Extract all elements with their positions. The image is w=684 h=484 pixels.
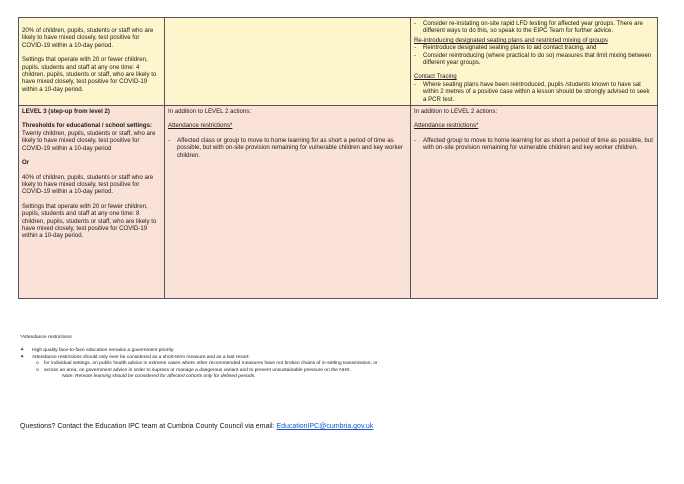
or-label: Or [22,159,30,167]
threshold-paragraph: Twenty children, pupils, students or staff, who are likely to have mixed closely, test positive for COVID-19 within a 10-day period [22,129,156,152]
email-link[interactable]: EducationIPC@cumbria.gov.uk [276,423,374,430]
footer-text: Questions? Contact the Education IPC team at Cumbria County Council via email: [20,423,277,430]
list-item: - Consider reintroducing (where practical to do so) measures that limit mixing between different year groups. [414,51,652,67]
circle-bullet-icon: o [36,367,39,373]
level3-actions-cell [165,106,411,299]
level2-secondary-actions-cell [411,18,658,106]
threshold-paragraph: 40% of children, pupils, students or staff who are likely to have mixed closely, test positive for COVID-19 within a 10-day period. [22,173,154,196]
circle-bullet-icon: o [36,361,39,367]
list-item: - Where seating plans have been reintroduced, pupils /students known to have sat within 2 metres of a positive case within a lesson should be strongly advised to seek a PCR test. [414,80,650,103]
attendance-notes [20,335,660,380]
list-item: - Reintroduce designated seating plans to aid contact tracing, and [414,44,597,52]
note-item: ✦ Attendance restrictions should only ever be considered as a short-term measure and as a last resort: [20,354,250,360]
list-item: - Consider re-instating on-site rapid LFD testing for affected year groups. There are different ways to do this, so speak to the EIPC Team for further advice. [414,20,643,35]
level3-secondary-actions-cell [411,106,658,299]
attendance-heading: Attendance restrictions* [414,122,479,130]
section-heading-seating: Re-introducing designated seating plans and restricted mixing of groups [414,36,608,44]
thresholds-heading: Thresholds for educational / school settings: [22,122,153,130]
level3-row [19,106,658,299]
actions-intro: In addition to LEVEL 2 actions: [414,108,498,116]
notes-title: *Attendance restrictions [20,335,72,340]
level3-thresholds-cell [19,106,165,299]
threshold-paragraph: Settings that operate with 20 or fewer children, pupils, students and staff at any one time: 8 children, pupils, students or staff, who are likely to have mixed closely, test positive for COVID-19 within a 10-day period. [22,202,157,240]
level2-actions-cell [165,18,411,106]
level2-thresholds-cell [19,18,165,106]
threshold-paragraph: 20% of children, pupils, students or staff who are likely to have mixed closely, test positive for COVID-19 within a 10-day period. [22,27,154,49]
contact-footer [20,423,373,430]
guidance-table [18,17,658,299]
list-item: - Affected group to move to home learning for as short a period of time as possible, but with on-site provision remaining for vulnerable children and key worker children. [414,136,653,152]
note-item: ✦ High quality face-to-face education remains a government priority. [20,348,175,354]
note-subitem: o for individual settings, on public health advice in extreme cases where other recommended measures have not broken chains of in-setting transmission; or [36,361,378,367]
arrow-bullet-icon: ✦ [20,348,25,354]
attendance-heading: Attendance restrictions* [168,122,233,130]
level-title: LEVEL 3 (step-up from level 2) [22,108,110,116]
level2-row [19,18,658,106]
actions-intro: In addition to LEVEL 2 actions: [168,108,252,116]
remote-learning-note: Note: Remote learning should be considered for affected cohorts only for defined periods. [62,374,256,380]
note-subitem: o across an area, on government advice in order to supress or manage a dangerous variant and to prevent unsustainable pressure on the NHS. [36,367,351,373]
list-item: - Affected class or group to move to home learning for as short a period of time as possible, but with on-site provision remaining for vulnerable children and key worker children. [168,136,403,159]
threshold-paragraph: Settings that operate with 20 or fewer children, pupils, students and staff at any one time: 4 children, pupils, students or staff, who are likely to have mixed closely, test positive for COVID-19 within a 10-day period. [22,56,157,93]
arrow-bullet-icon: ✦ [20,354,25,360]
section-heading-contact-tracing: Contact Tracing [414,73,457,81]
